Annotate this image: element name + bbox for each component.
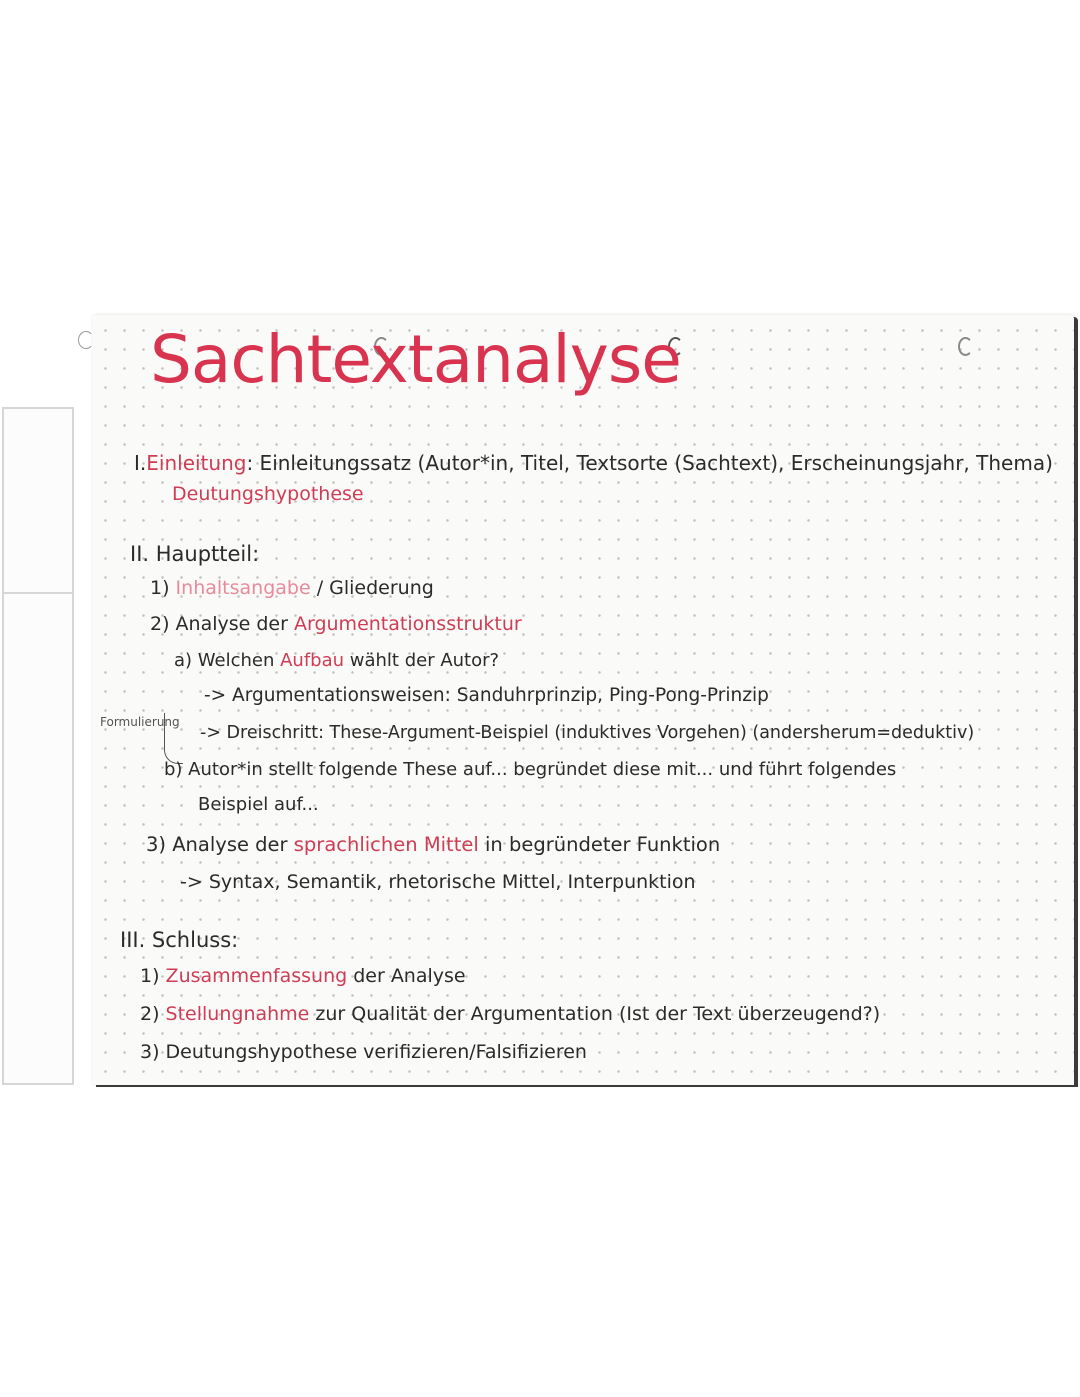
gliederung-text: / Gliederung	[310, 577, 434, 599]
notebook-page	[92, 315, 1074, 1085]
margin-note: Formulierung	[100, 715, 180, 729]
hauptteil-item-2	[150, 613, 522, 635]
aufbau-term: Aufbau	[280, 650, 345, 671]
curved-arrow-icon	[164, 713, 183, 764]
einleitung-label: Einleitung	[146, 451, 247, 475]
side-frame	[2, 407, 74, 1085]
page-title: Sachtextanalyse	[150, 321, 681, 398]
dreischritt-line: -> Dreischritt: These-Argument-Beispiel (induktives Vorgehen) (andersherum=deduktiv)	[200, 723, 975, 743]
item-text: in begründeter Funktion	[478, 833, 721, 856]
inhaltsangabe-term: Inhaltsangabe	[175, 577, 311, 599]
deutungshypothese-line: Deutungshypothese	[172, 483, 364, 505]
einleitung-number: I.	[134, 451, 147, 475]
schluss-item-2	[140, 1003, 880, 1025]
hauptteil-item-2a	[174, 650, 499, 671]
argumentationsstruktur-term: Argumentationsstruktur	[293, 613, 522, 635]
item-number: 2)	[140, 1003, 166, 1025]
sprachliche-mittel-term: sprachlichen Mittel	[293, 833, 479, 856]
schluss-item-1	[140, 965, 466, 987]
item-text: der Analyse	[347, 965, 466, 987]
item-text: 3) Analyse der	[146, 833, 294, 856]
hauptteil-item-1	[150, 577, 434, 599]
item-text: a) Welchen	[174, 650, 281, 671]
schluss-item-3: 3) Deutungshypothese verifizieren/Falsifizieren	[140, 1041, 587, 1063]
schluss-heading: III. Schluss:	[120, 928, 239, 952]
hauptteil-item-2b: b) Autor*in stellt folgende These auf... begründet diese mit... und führt folgendes	[164, 759, 897, 780]
hauptteil-heading: II. Hauptteil:	[130, 542, 260, 566]
item-number: 1)	[140, 965, 166, 987]
item-number: 1)	[150, 577, 176, 599]
item-text: wählt der Autor?	[344, 650, 500, 671]
item-text: 2) Analyse der	[150, 613, 294, 635]
frame-divider	[4, 592, 72, 594]
einleitung-text: Einleitungssatz (Autor*in, Titel, Textsorte (Sachtext), Erscheinungsjahr, Thema)	[253, 451, 1053, 475]
item-text: zur Qualität der Argumentation (Ist der Text überzeugend?)	[309, 1003, 881, 1025]
einleitung-colon: :	[246, 451, 254, 475]
argumentationsweisen-line: -> Argumentationsweisen: Sanduhrprinzip, Ping-Pong-Prinzip	[204, 685, 769, 706]
stellungnahme-term: Stellungnahme	[165, 1003, 310, 1025]
hauptteil-item-3	[146, 833, 720, 856]
syntax-line: -> Syntax, Semantik, rhetorische Mittel, Interpunktion	[180, 871, 696, 893]
zusammenfassung-term: Zusammenfassung	[165, 965, 348, 987]
einleitung-line	[134, 451, 1053, 475]
hauptteil-item-2b-continued: Beispiel auf...	[198, 794, 319, 815]
binder-ring-icon	[958, 337, 973, 356]
